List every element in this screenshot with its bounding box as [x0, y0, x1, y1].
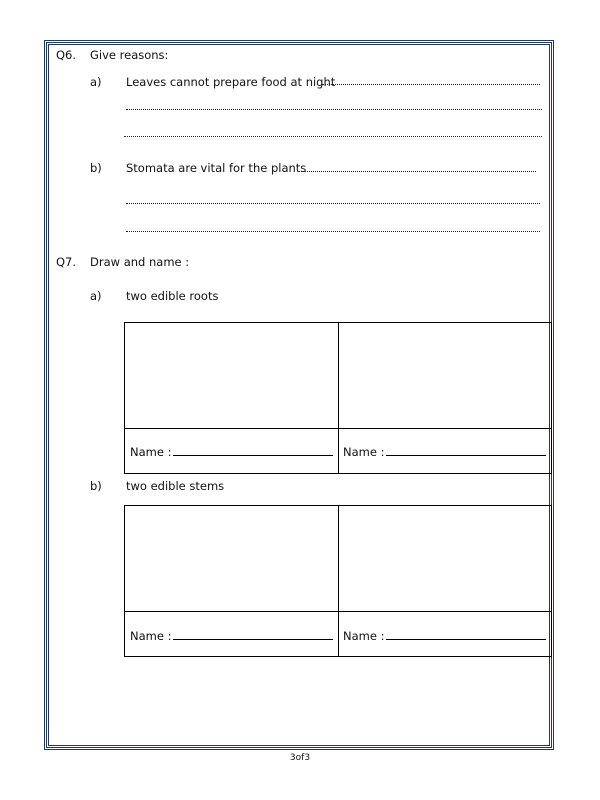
q6b-answer-line-2[interactable]	[126, 203, 540, 204]
q7b-name-left-blank[interactable]	[173, 629, 333, 640]
q7a-name-right-label: Name :	[343, 445, 385, 459]
q7a-name-right-blank[interactable]	[386, 445, 546, 456]
q7b-label: b)	[90, 479, 102, 493]
q7a-table-rule	[124, 428, 552, 429]
q7a-label: a)	[90, 289, 102, 303]
q7a-name-right[interactable]	[343, 445, 546, 459]
q7b-drawing-area-left[interactable]	[125, 506, 338, 611]
q7a-name-left-blank[interactable]	[173, 445, 333, 456]
q6-title: Give reasons:	[90, 48, 169, 62]
q7a-drawing-area-right[interactable]	[339, 323, 551, 428]
q7b-name-right[interactable]	[343, 629, 546, 643]
q6b-text: Stomata are vital for the plants	[126, 161, 307, 175]
q7b-name-left[interactable]	[130, 629, 333, 643]
q7-number: Q7.	[56, 255, 77, 269]
q7b-text: two edible stems	[126, 479, 225, 493]
q6b-answer-line-1[interactable]	[298, 171, 536, 172]
q7a-name-left[interactable]	[130, 445, 333, 459]
q6b-label: b)	[90, 161, 102, 175]
q6a-label: a)	[90, 75, 102, 89]
q7a-drawing-area-left[interactable]	[125, 323, 338, 428]
q7-title: Draw and name :	[90, 255, 190, 269]
q7a-text: two edible roots	[126, 289, 219, 303]
q7b-name-right-label: Name :	[343, 629, 385, 643]
q6a-text: Leaves cannot prepare food at night	[126, 75, 336, 89]
q6b-answer-line-3[interactable]	[126, 231, 540, 232]
page-number: 3of3	[289, 753, 311, 763]
q6a-answer-line-3[interactable]	[124, 136, 542, 137]
q7b-table-rule	[124, 611, 552, 612]
q7b-drawing-area-right[interactable]	[339, 506, 551, 611]
q6a-answer-line-2[interactable]	[126, 109, 542, 110]
q7b-name-right-blank[interactable]	[386, 629, 546, 640]
q7b-name-left-label: Name :	[130, 629, 172, 643]
q6a-answer-line-1[interactable]	[322, 84, 540, 85]
q6-number: Q6.	[56, 48, 77, 62]
q7a-name-left-label: Name :	[130, 445, 172, 459]
